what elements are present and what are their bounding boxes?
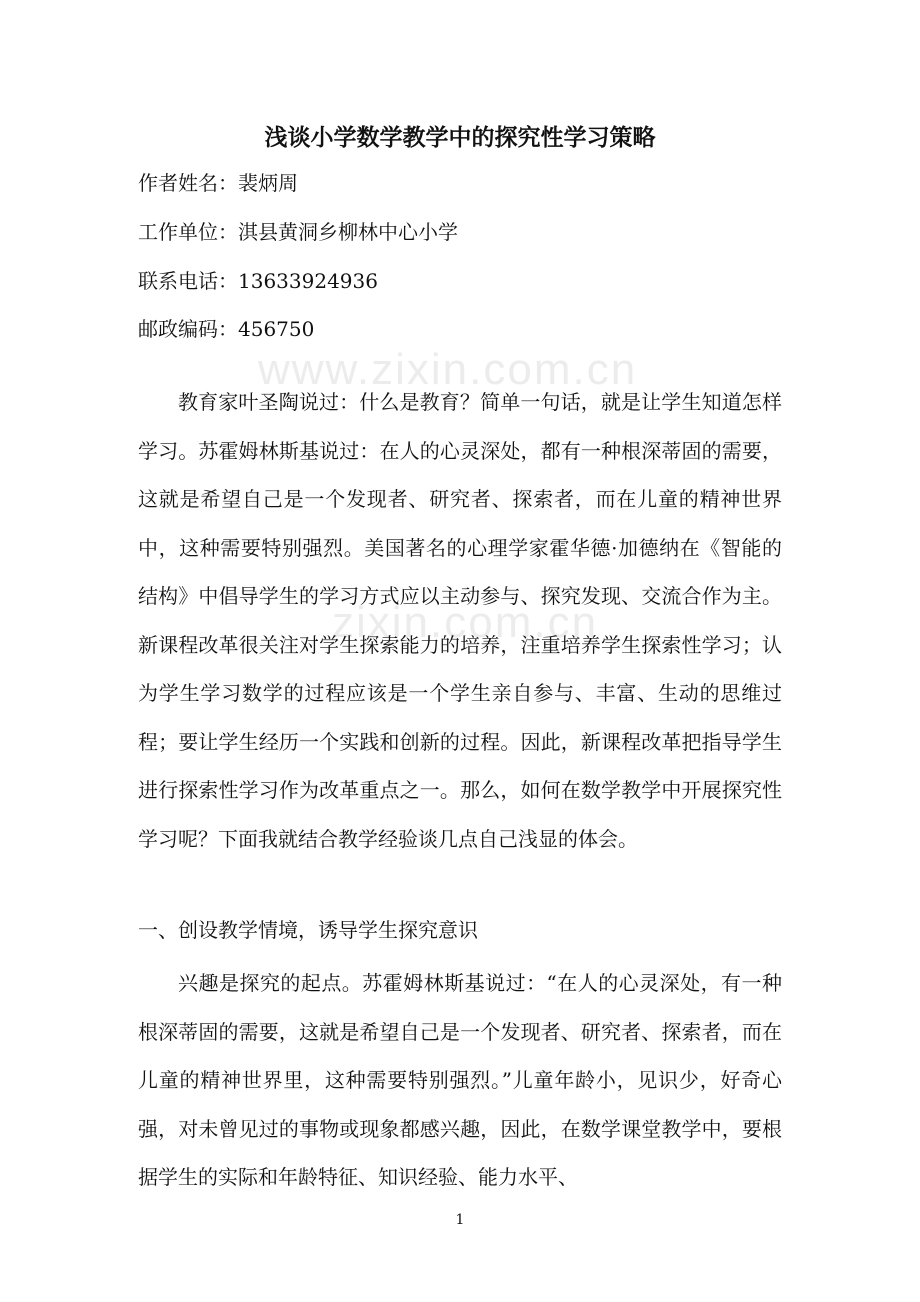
section-paragraph: 兴趣是探究的起点。苏霍姆林斯基说过：“在人的心灵深处，有一种根深蒂固的需要，这就是希望自己是一个发现者、研究者、探索者，而在儿童的精神世界里，这种需要特别强烈。”儿童年龄小，见识少，好奇心强，对未曾见过的事物或现象都感兴趣，因此，在数学课堂教学中，要根据学生的实际和年龄特征、知识经验、能力水平、 bbox=[138, 971, 782, 1189]
page-number: 1 bbox=[455, 1212, 465, 1228]
section-heading: 一、创设教学情境，诱导学生探究意识 bbox=[138, 918, 478, 942]
watermark: www.zixin.com.cn bbox=[258, 345, 638, 394]
intro-paragraph: 教育家叶圣陶说过：什么是教育？简单一句话，就是让学生知道怎样学习。苏霍姆林斯基说过：在人的心灵深处，都有一种根深蒂固的需要，这就是希望自己是一个发现者、研究者、探索者，而在儿童的精神世界中，这种需要特别强烈。美国著名的心理学家霍华德·加德纳在《智能的结构》中倡导学生的学习方式应以主动参与、探究发现、交流合作为主。新课程改革很关注对学生探索能力的培养，注重培养学生探索性学习；认为学生学习数学的过程应该是一个学生亲自参与、丰富、生动的思维过程；要让学生经历一个实践和创新的过程。因此，新课程改革把指导学生进行探索性学习作为改革重点之一。那么，如何在数学教学中开展探究性学习呢？下面我就结合教学经验谈几点自己浅显的体会。 bbox=[138, 390, 782, 851]
postcode-line: 邮政编码：456750 bbox=[138, 317, 315, 341]
document-title: 浅谈小学数学教学中的探究性学习策略 bbox=[264, 124, 656, 151]
unit-line: 工作单位：淇县黄洞乡柳林中心小学 bbox=[138, 220, 458, 244]
watermark-secondary: zixin.com.cn bbox=[332, 598, 599, 647]
phone-line: 联系电话：13633924936 bbox=[138, 269, 378, 293]
author-line: 作者姓名：裴炳周 bbox=[138, 171, 298, 195]
